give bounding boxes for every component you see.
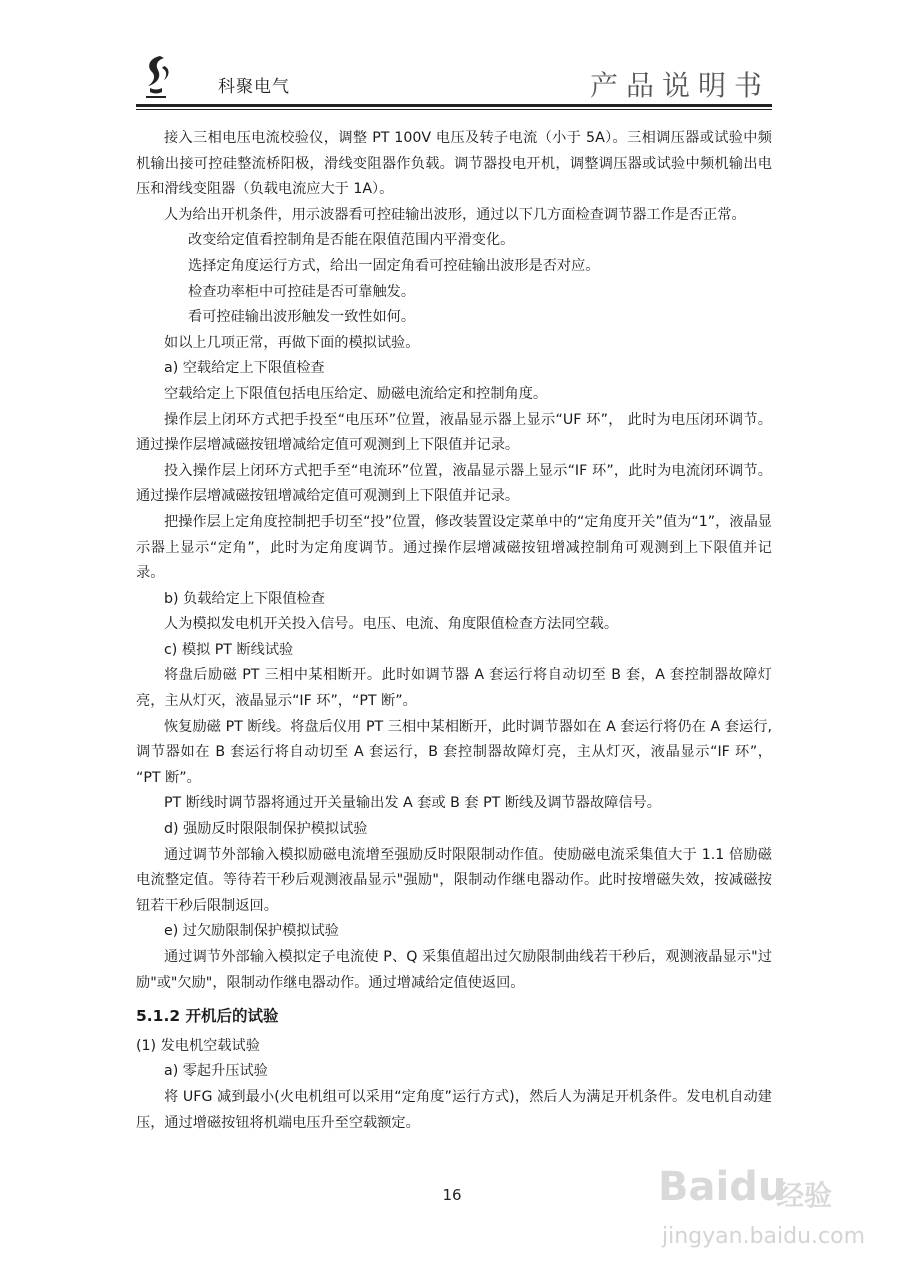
paragraph: 通过调节外部输入模拟励磁电流增至强励反时限限制动作值。使励磁电流采集值大于 1.1 倍励磁电流整定值。等待若干秒后观测液晶显示"强励"，限制动作继电器动作。此时按增磁失效，按减磁按钮若干秒后限制返回。 (136, 846, 772, 914)
subsection-heading: e) 过欠励限制保护模拟试验 (164, 923, 339, 940)
check-item: 改变给定值看控制角是否能在限值范围内平滑变化。 (188, 232, 515, 249)
paragraph: 人为模拟发电机开关投入信号。电压、电流、角度限值检查方法同空载。 (164, 616, 619, 633)
watermark-experience: 经验 (776, 1179, 833, 1212)
subsection-heading: (1) 发电机空载试验 (136, 1037, 260, 1054)
paragraph: 把操作层上定角度控制把手切至“投”位置，修改装置设定菜单中的“定角度开关”值为“1”，液晶显示器上显示“定角”，此时为定角度调节。通过操作层增减磁按钮增减控制角可观测到上下限值并记录。 (136, 513, 772, 582)
paragraph: 恢复励磁 PT 断线。将盘后仪用 PT 三相中某相断开，此时调节器如在 A 套运行将仍在 A 套运行, 调节器如在 B 套运行将自动切至 A 套运行，B 套控制器故障灯亮，主从灯灭，液晶显示“IF 环”， “PT 断”。 (136, 718, 772, 786)
paragraph: 接入三相电压电流校验仪，调整 PT 100V 电压及转子电流（小于 5A）。三相调压器或试验中频机输出接可控硅整流桥阳极，滑线变阻器作负载。调节器投电开机，调整调压器或试验中频机输出电压和滑线变阻器（负载电流应大于 1A）。 (136, 130, 772, 198)
subsection-heading: b) 负载给定上下限值检查 (164, 590, 325, 607)
paragraph: 空载给定上下限值包括电压给定、励磁电流给定和控制角度。 (164, 385, 548, 402)
paragraph: 如以上几项正常，再做下面的模拟试验。 (164, 334, 420, 351)
document-title: 产品说明书 (589, 69, 770, 102)
paragraph: 人为给出开机条件，用示波器看可控硅输出波形，通过以下几方面检查调节器工作是否正常。 (164, 206, 746, 223)
subsection-heading: d) 强励反时限限制保护模拟试验 (164, 821, 368, 838)
watermark-url: jingyan.baidu.com (662, 1224, 866, 1249)
paragraph: 操作层上闭环方式把手投至“电压环”位置，液晶显示器上显示“UF 环”， 此时为电压闭环调节。通过操作层增减磁按钮增减给定值可观测到上下限值并记录。 (136, 411, 772, 454)
check-item: 看可控硅输出波形触发一致性如何。 (188, 309, 416, 326)
paragraph: 通过调节外部输入模拟定子电流使 P、Q 采集值超出过欠励限制曲线若干秒后，观测液晶显示"过励"或"欠励"，限制动作继电器动作。通过增减给定值使返回。 (136, 949, 772, 991)
subsection-heading: c) 模拟 PT 断线试验 (164, 641, 294, 658)
subsection-heading: a) 零起升压试验 (164, 1063, 268, 1080)
header-rule-thin (136, 109, 772, 110)
subsection-heading: a) 空载给定上下限值检查 (164, 360, 325, 377)
header-rule (136, 104, 772, 107)
paragraph: 将盘后励磁 PT 三相中某相断开。此时如调节器 A 套运行将自动切至 B 套，A 套控制器故障灯亮，主从灯灭，液晶显示“IF 环”，“PT 断”。 (136, 667, 772, 710)
paragraph: 投入操作层上闭环方式把手至“电流环”位置，液晶显示器上显示“IF 环”，此时为电流闭环调节。通过操作层增减磁按钮增减给定值可观测到上下限值并记录。 (136, 462, 772, 505)
body-text (136, 126, 772, 1136)
paragraph: 将 UFG 减到最小(火电机组可以采用“定角度”运行方式)，然后人为满足开机条件。发电机自动建压，通过增磁按钮将机端电压升至空载额定。 (136, 1088, 772, 1131)
kj-logo-icon (136, 52, 180, 102)
company-name: 科聚电气 (218, 77, 290, 97)
page-number: 16 (442, 1186, 462, 1204)
check-item: 选择定角度运行方式，给出一固定角看可控硅输出波形是否对应。 (188, 257, 600, 274)
check-item: 检查功率柜中可控硅是否可靠触发。 (188, 283, 416, 300)
baidu-watermark (658, 1160, 866, 1260)
page-header (136, 52, 772, 104)
watermark-brand: Baidu (658, 1164, 787, 1210)
section-heading: 5.1.2 开机后的试验 (136, 1007, 279, 1026)
paragraph: PT 断线时调节器将通过开关量输出发 A 套或 B 套 PT 断线及调节器故障信号。 (164, 795, 661, 812)
